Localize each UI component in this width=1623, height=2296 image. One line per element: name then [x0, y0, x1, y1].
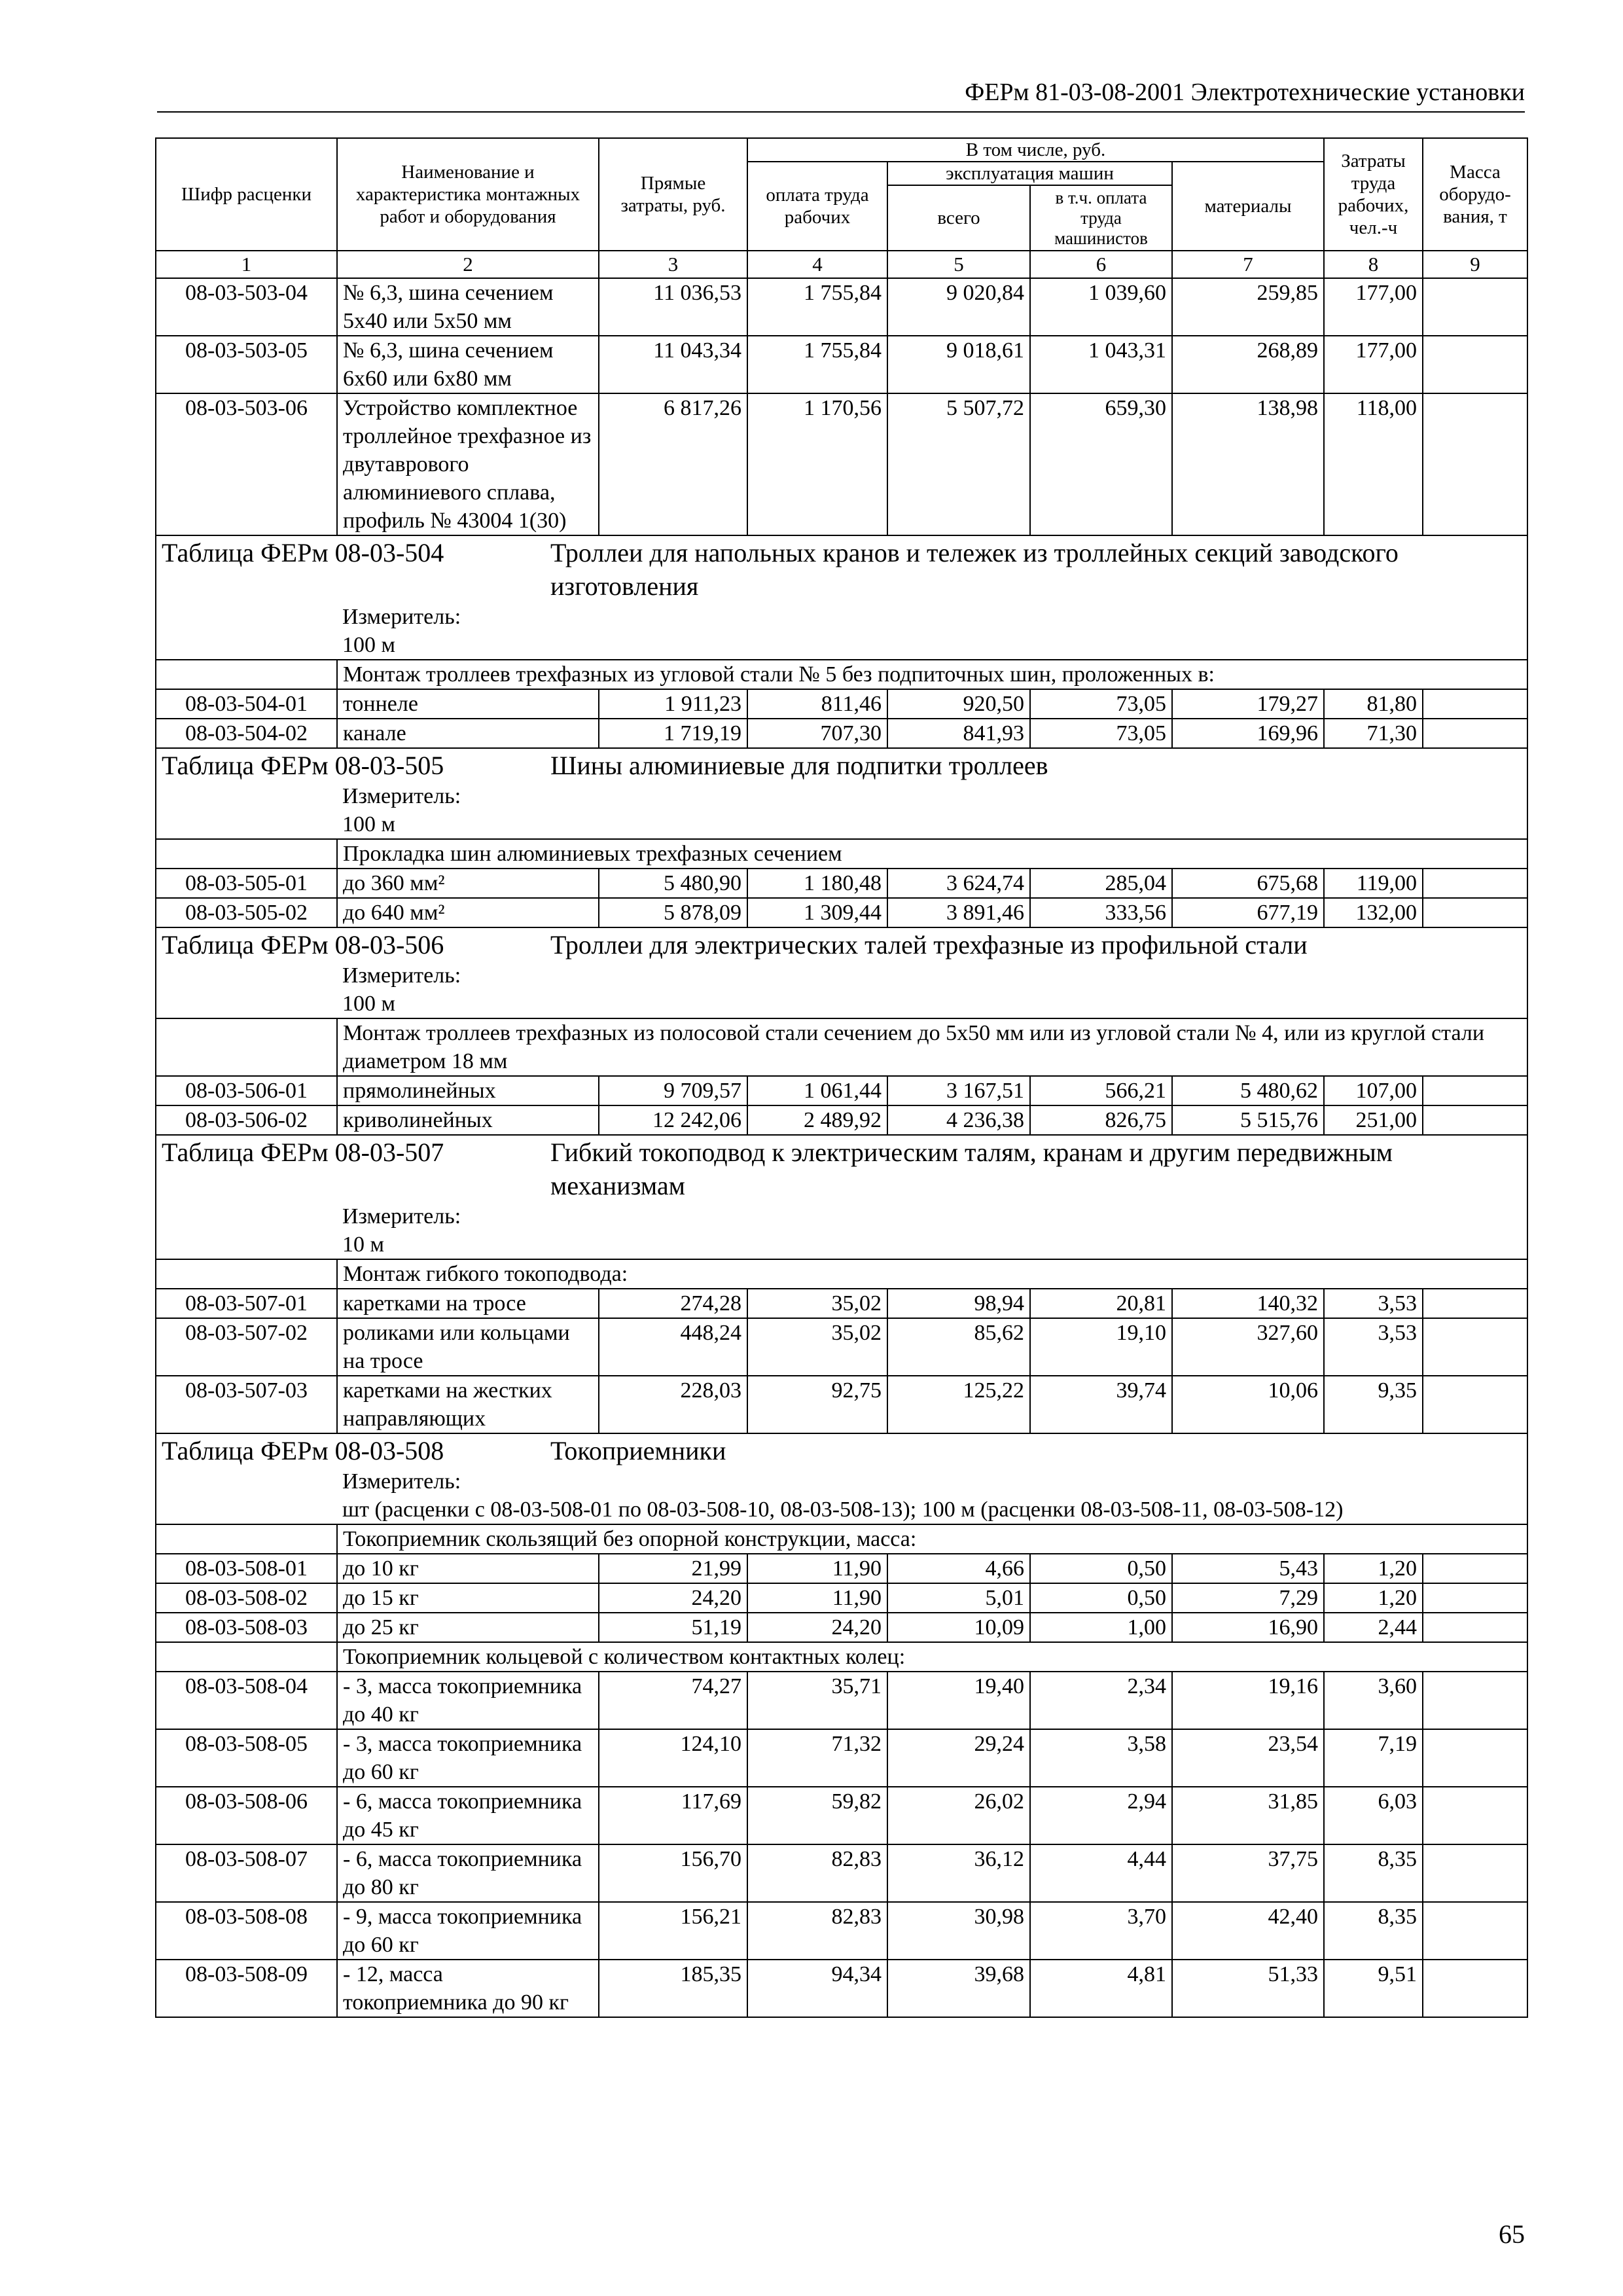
measure-value: 100 м: [342, 992, 396, 1016]
col-number: 4: [747, 251, 887, 278]
col-number: 7: [1172, 251, 1324, 278]
table-title-row: [156, 1135, 1527, 1202]
direct-cost-cell: 156,21: [599, 1902, 747, 1960]
operators-cost-cell: 333,56: [1030, 898, 1172, 927]
operators-cost-cell: 3,58: [1030, 1729, 1172, 1787]
machines-total-cell: 19,40: [887, 1672, 1030, 1729]
machines-total-cell: 4 236,38: [887, 1105, 1030, 1135]
equipment-mass-cell: [1423, 1960, 1527, 2017]
table-row: [156, 1289, 1527, 1318]
equipment-mass-cell: [1423, 719, 1527, 748]
labor-cost-cell: 92,75: [747, 1376, 887, 1433]
equipment-mass-cell: [1423, 278, 1527, 336]
operators-cost-cell: 285,04: [1030, 869, 1172, 898]
equipment-mass-cell: [1423, 1613, 1527, 1642]
machines-total-cell: 920,50: [887, 689, 1030, 719]
subheading-row: [156, 1018, 1527, 1076]
table-row: [156, 1729, 1527, 1787]
table-row: [156, 1844, 1527, 1902]
materials-cost-cell: 37,75: [1172, 1844, 1324, 1902]
machines-total-cell: 85,62: [887, 1318, 1030, 1376]
table-row: [156, 1376, 1527, 1433]
table-title-row: [156, 927, 1527, 961]
col-labor: оплата труда рабочих: [747, 162, 887, 251]
measure-row: [156, 1202, 1527, 1259]
operators-cost-cell: 73,05: [1030, 719, 1172, 748]
measure-row: [156, 961, 1527, 1018]
work-name-cell: до 360 мм²: [337, 869, 599, 898]
labor-hours-cell: 2,44: [1324, 1613, 1423, 1642]
machines-total-cell: 3 624,74: [887, 869, 1030, 898]
equipment-mass-cell: [1423, 1318, 1527, 1376]
labor-cost-cell: 11,90: [747, 1583, 887, 1613]
labor-cost-cell: 1 061,44: [747, 1076, 887, 1105]
labor-cost-cell: 35,02: [747, 1289, 887, 1318]
materials-cost-cell: 5 480,62: [1172, 1076, 1324, 1105]
rate-code-cell: 08-03-508-01: [156, 1554, 337, 1583]
operators-cost-cell: 1 043,31: [1030, 336, 1172, 393]
table-title: Троллеи для напольных кранов и тележек из троллейных секций заводского изготовления: [550, 538, 1399, 601]
work-name-cell: криволинейных: [337, 1105, 599, 1135]
measure-value: 100 м: [342, 812, 396, 836]
rates-table: [155, 137, 1528, 2018]
table-title: Троллеи для электрических талей трехфазные из профильной стали: [550, 930, 1308, 960]
table-title: Гибкий токоподвод к электрическим талям, кранам и другим передвижным механизмам: [550, 1138, 1393, 1200]
rate-code-cell: 08-03-508-07: [156, 1844, 337, 1902]
table-row: [156, 1902, 1527, 1960]
subheading-row: [156, 1524, 1527, 1554]
table-row: [156, 336, 1527, 393]
materials-cost-cell: 7,29: [1172, 1583, 1324, 1613]
direct-cost-cell: 156,70: [599, 1844, 747, 1902]
materials-cost-cell: 268,89: [1172, 336, 1324, 393]
col-operators: в т.ч. оплата труда машинистов: [1030, 185, 1172, 251]
col-direct: Прямые затраты, руб.: [599, 138, 747, 251]
machines-total-cell: 4,66: [887, 1554, 1030, 1583]
labor-hours-cell: 3,53: [1324, 1318, 1423, 1376]
direct-cost-cell: 51,19: [599, 1613, 747, 1642]
operators-cost-cell: 73,05: [1030, 689, 1172, 719]
table-row: [156, 1960, 1527, 2017]
table-body: [156, 278, 1527, 2017]
materials-cost-cell: 675,68: [1172, 869, 1324, 898]
machines-total-cell: 841,93: [887, 719, 1030, 748]
rate-code-cell: 08-03-506-01: [156, 1076, 337, 1105]
rate-code-cell: 08-03-508-09: [156, 1960, 337, 2017]
labor-hours-cell: 1,20: [1324, 1583, 1423, 1613]
measure-label: Измеритель:: [342, 784, 461, 808]
labor-cost-cell: 1 755,84: [747, 336, 887, 393]
materials-cost-cell: 19,16: [1172, 1672, 1324, 1729]
table-row: [156, 1318, 1527, 1376]
operators-cost-cell: 20,81: [1030, 1289, 1172, 1318]
labor-cost-cell: 35,02: [747, 1318, 887, 1376]
labor-cost-cell: 707,30: [747, 719, 887, 748]
direct-cost-cell: 12 242,06: [599, 1105, 747, 1135]
subheading: Токоприемник кольцевой с количеством контактных колец:: [337, 1642, 1527, 1672]
labor-hours-cell: 177,00: [1324, 278, 1423, 336]
labor-hours-cell: 81,80: [1324, 689, 1423, 719]
table-header: [156, 138, 1527, 278]
equipment-mass-cell: [1423, 1902, 1527, 1960]
measure-label: Измеритель:: [342, 963, 461, 988]
operators-cost-cell: 1,00: [1030, 1613, 1172, 1642]
rate-code-cell: 08-03-508-02: [156, 1583, 337, 1613]
labor-hours-cell: 119,00: [1324, 869, 1423, 898]
col-number: 2: [337, 251, 599, 278]
labor-cost-cell: 71,32: [747, 1729, 887, 1787]
work-name-cell: - 3, масса токоприемника до 40 кг: [337, 1672, 599, 1729]
work-name-cell: - 9, масса токоприемника до 60 кг: [337, 1902, 599, 1960]
direct-cost-cell: 448,24: [599, 1318, 747, 1376]
table-row: [156, 393, 1527, 535]
labor-cost-cell: 1 180,48: [747, 869, 887, 898]
col-number: 1: [156, 251, 337, 278]
operators-cost-cell: 659,30: [1030, 393, 1172, 535]
work-name-cell: до 15 кг: [337, 1583, 599, 1613]
labor-hours-cell: 107,00: [1324, 1076, 1423, 1105]
materials-cost-cell: 16,90: [1172, 1613, 1324, 1642]
labor-hours-cell: 132,00: [1324, 898, 1423, 927]
subheading: Монтаж гибкого токоподвода:: [337, 1259, 1527, 1289]
work-name-cell: № 6,3, шина сечением 6х60 или 6х80 мм: [337, 336, 599, 393]
labor-cost-cell: 1 755,84: [747, 278, 887, 336]
equipment-mass-cell: [1423, 1554, 1527, 1583]
table-row: [156, 1613, 1527, 1642]
labor-cost-cell: 2 489,92: [747, 1105, 887, 1135]
labor-hours-cell: 9,51: [1324, 1960, 1423, 2017]
materials-cost-cell: 31,85: [1172, 1787, 1324, 1844]
col-mass: Масса оборудо- вания, т: [1423, 138, 1527, 251]
labor-cost-cell: 82,83: [747, 1902, 887, 1960]
equipment-mass-cell: [1423, 393, 1527, 535]
equipment-mass-cell: [1423, 1076, 1527, 1105]
equipment-mass-cell: [1423, 1787, 1527, 1844]
equipment-mass-cell: [1423, 898, 1527, 927]
measure-row: [156, 603, 1527, 660]
work-name-cell: каретками на жестких направляющих: [337, 1376, 599, 1433]
work-name-cell: тоннеле: [337, 689, 599, 719]
equipment-mass-cell: [1423, 1105, 1527, 1135]
work-name-cell: - 6, масса токоприемника до 80 кг: [337, 1844, 599, 1902]
rate-code-cell: 08-03-505-02: [156, 898, 337, 927]
measure-label: Измеритель:: [342, 1204, 461, 1229]
labor-cost-cell: 1 170,56: [747, 393, 887, 535]
labor-hours-cell: 1,20: [1324, 1554, 1423, 1583]
table-row: [156, 1672, 1527, 1729]
rate-code-cell: 08-03-504-02: [156, 719, 337, 748]
work-name-cell: каретками на тросе: [337, 1289, 599, 1318]
labor-hours-cell: 3,60: [1324, 1672, 1423, 1729]
machines-total-cell: 10,09: [887, 1613, 1030, 1642]
col-number: 9: [1423, 251, 1527, 278]
labor-cost-cell: 35,71: [747, 1672, 887, 1729]
labor-cost-cell: 811,46: [747, 689, 887, 719]
subheading-row: [156, 660, 1527, 689]
machines-total-cell: 26,02: [887, 1787, 1030, 1844]
machines-total-cell: 5 507,72: [887, 393, 1030, 535]
table-row: [156, 278, 1527, 336]
direct-cost-cell: 274,28: [599, 1289, 747, 1318]
col-number: 8: [1324, 251, 1423, 278]
work-name-cell: - 12, масса токоприемника до 90 кг: [337, 1960, 599, 2017]
labor-hours-cell: 8,35: [1324, 1844, 1423, 1902]
materials-cost-cell: 140,32: [1172, 1289, 1324, 1318]
table-row: [156, 869, 1527, 898]
rate-code-cell: 08-03-506-02: [156, 1105, 337, 1135]
equipment-mass-cell: [1423, 1844, 1527, 1902]
operators-cost-cell: 2,34: [1030, 1672, 1172, 1729]
col-total: всего: [887, 185, 1030, 251]
labor-hours-cell: 8,35: [1324, 1902, 1423, 1960]
col-number: 5: [887, 251, 1030, 278]
labor-cost-cell: 82,83: [747, 1844, 887, 1902]
rate-code-cell: 08-03-508-05: [156, 1729, 337, 1787]
table-row: [156, 689, 1527, 719]
work-name-cell: Устройство комплектное троллейное трехфазное из двутаврового алюминиевого сплава, профиль № 43004 1(30): [337, 393, 599, 535]
labor-cost-cell: 11,90: [747, 1554, 887, 1583]
materials-cost-cell: 259,85: [1172, 278, 1324, 336]
work-name-cell: канале: [337, 719, 599, 748]
direct-cost-cell: 185,35: [599, 1960, 747, 2017]
measure-row: [156, 782, 1527, 839]
direct-cost-cell: 9 709,57: [599, 1076, 747, 1105]
materials-cost-cell: 42,40: [1172, 1902, 1324, 1960]
labor-hours-cell: 7,19: [1324, 1729, 1423, 1787]
labor-hours-cell: 6,03: [1324, 1787, 1423, 1844]
rate-code-cell: 08-03-507-01: [156, 1289, 337, 1318]
work-name-cell: - 6, масса токоприемника до 45 кг: [337, 1787, 599, 1844]
work-name-cell: прямолинейных: [337, 1076, 599, 1105]
operators-cost-cell: 4,44: [1030, 1844, 1172, 1902]
col-incl: В том числе, руб.: [747, 138, 1324, 162]
materials-cost-cell: 23,54: [1172, 1729, 1324, 1787]
materials-cost-cell: 179,27: [1172, 689, 1324, 719]
materials-cost-cell: 51,33: [1172, 1960, 1324, 2017]
labor-cost-cell: 1 309,44: [747, 898, 887, 927]
table-title-row: [156, 1433, 1527, 1467]
labor-hours-cell: 118,00: [1324, 393, 1423, 535]
operators-cost-cell: 3,70: [1030, 1902, 1172, 1960]
col-materials: материалы: [1172, 162, 1324, 251]
table-row: [156, 898, 1527, 927]
equipment-mass-cell: [1423, 336, 1527, 393]
equipment-mass-cell: [1423, 689, 1527, 719]
equipment-mass-cell: [1423, 1289, 1527, 1318]
subheading: Монтаж троллеев трехфазных из полосовой стали сечением до 5х50 мм или из угловой стали № 4, или из круглой стали диаметром 18 мм: [337, 1018, 1527, 1076]
measure-value: шт (расценки с 08-03-508-01 по 08-03-508-10, 08-03-508-13); 100 м (расценки 08-03-508-11, 08-03-508-12): [342, 1498, 1344, 1522]
machines-total-cell: 3 167,51: [887, 1076, 1030, 1105]
direct-cost-cell: 11 043,34: [599, 336, 747, 393]
table-title: Шины алюминиевые для подпитки троллеев: [550, 751, 1048, 780]
equipment-mass-cell: [1423, 1583, 1527, 1613]
labor-cost-cell: 59,82: [747, 1787, 887, 1844]
operators-cost-cell: 39,74: [1030, 1376, 1172, 1433]
equipment-mass-cell: [1423, 869, 1527, 898]
table-row: [156, 1554, 1527, 1583]
work-name-cell: - 3, масса токоприемника до 60 кг: [337, 1729, 599, 1787]
col-number: 3: [599, 251, 747, 278]
table-number: Таблица ФЕРм 08-03-507: [162, 1138, 444, 1167]
operators-cost-cell: 1 039,60: [1030, 278, 1172, 336]
table-number: Таблица ФЕРм 08-03-508: [162, 1436, 444, 1465]
work-name-cell: до 10 кг: [337, 1554, 599, 1583]
measure-value: 10 м: [342, 1232, 385, 1257]
measure-label: Измеритель:: [342, 605, 461, 629]
direct-cost-cell: 1 911,23: [599, 689, 747, 719]
direct-cost-cell: 228,03: [599, 1376, 747, 1433]
materials-cost-cell: 5,43: [1172, 1554, 1324, 1583]
machines-total-cell: 5,01: [887, 1583, 1030, 1613]
subheading-row: [156, 1642, 1527, 1672]
machines-total-cell: 36,12: [887, 1844, 1030, 1902]
machines-total-cell: 125,22: [887, 1376, 1030, 1433]
subheading: Монтаж троллеев трехфазных из угловой стали № 5 без подпиточных шин, проложенных в:: [337, 660, 1527, 689]
col-machines: эксплуатация машин: [887, 162, 1172, 185]
page-number: 65: [1499, 2219, 1525, 2249]
direct-cost-cell: 11 036,53: [599, 278, 747, 336]
work-name-cell: № 6,3, шина сечением 5х40 или 5х50 мм: [337, 278, 599, 336]
measure-value: 100 м: [342, 633, 396, 657]
operators-cost-cell: 566,21: [1030, 1076, 1172, 1105]
labor-cost-cell: 24,20: [747, 1613, 887, 1642]
direct-cost-cell: 1 719,19: [599, 719, 747, 748]
labor-cost-cell: 94,34: [747, 1960, 887, 2017]
table-number: Таблица ФЕРм 08-03-505: [162, 751, 444, 780]
rate-code-cell: 08-03-503-04: [156, 278, 337, 336]
direct-cost-cell: 117,69: [599, 1787, 747, 1844]
operators-cost-cell: 826,75: [1030, 1105, 1172, 1135]
rate-code-cell: 08-03-508-08: [156, 1902, 337, 1960]
materials-cost-cell: 327,60: [1172, 1318, 1324, 1376]
page-header: ФЕРм 81-03-08-2001 Электротехнические установки: [157, 73, 1525, 113]
rate-code-cell: 08-03-505-01: [156, 869, 337, 898]
materials-cost-cell: 138,98: [1172, 393, 1324, 535]
table-row: [156, 1583, 1527, 1613]
direct-cost-cell: 21,99: [599, 1554, 747, 1583]
materials-cost-cell: 5 515,76: [1172, 1105, 1324, 1135]
work-name-cell: до 640 мм²: [337, 898, 599, 927]
labor-hours-cell: 251,00: [1324, 1105, 1423, 1135]
operators-cost-cell: 0,50: [1030, 1554, 1172, 1583]
machines-total-cell: 9 020,84: [887, 278, 1030, 336]
measure-row: [156, 1467, 1527, 1524]
materials-cost-cell: 677,19: [1172, 898, 1324, 927]
materials-cost-cell: 169,96: [1172, 719, 1324, 748]
operators-cost-cell: 4,81: [1030, 1960, 1172, 2017]
subheading-row: [156, 839, 1527, 869]
table-row: [156, 1076, 1527, 1105]
rate-code-cell: 08-03-508-03: [156, 1613, 337, 1642]
machines-total-cell: 98,94: [887, 1289, 1030, 1318]
machines-total-cell: 9 018,61: [887, 336, 1030, 393]
table-title-row: [156, 748, 1527, 782]
table-row: [156, 1105, 1527, 1135]
machines-total-cell: 30,98: [887, 1902, 1030, 1960]
direct-cost-cell: 124,10: [599, 1729, 747, 1787]
table-row: [156, 1787, 1527, 1844]
machines-total-cell: 3 891,46: [887, 898, 1030, 927]
labor-hours-cell: 177,00: [1324, 336, 1423, 393]
col-hours: Затраты труда рабочих, чел.-ч: [1324, 138, 1423, 251]
rate-code-cell: 08-03-507-03: [156, 1376, 337, 1433]
machines-total-cell: 29,24: [887, 1729, 1030, 1787]
equipment-mass-cell: [1423, 1672, 1527, 1729]
equipment-mass-cell: [1423, 1729, 1527, 1787]
direct-cost-cell: 5 878,09: [599, 898, 747, 927]
table-title: Токоприемники: [550, 1436, 726, 1465]
table-title-row: [156, 535, 1527, 603]
work-name-cell: до 25 кг: [337, 1613, 599, 1642]
table-row: [156, 719, 1527, 748]
subheading: Прокладка шин алюминиевых трехфазных сечением: [337, 839, 1527, 869]
col-name: Наименование и характеристика монтажных работ и оборудования: [337, 138, 599, 251]
work-name-cell: роликами или кольцами на тросе: [337, 1318, 599, 1376]
subheading: Токоприемник скользящий без опорной конструкции, масса:: [337, 1524, 1527, 1554]
direct-cost-cell: 6 817,26: [599, 393, 747, 535]
table-number: Таблица ФЕРм 08-03-504: [162, 538, 444, 567]
subheading-row: [156, 1259, 1527, 1289]
operators-cost-cell: 2,94: [1030, 1787, 1172, 1844]
direct-cost-cell: 5 480,90: [599, 869, 747, 898]
table-number: Таблица ФЕРм 08-03-506: [162, 930, 444, 960]
rate-code-cell: 08-03-507-02: [156, 1318, 337, 1376]
operators-cost-cell: 0,50: [1030, 1583, 1172, 1613]
operators-cost-cell: 19,10: [1030, 1318, 1172, 1376]
col-number: 6: [1030, 251, 1172, 278]
machines-total-cell: 39,68: [887, 1960, 1030, 2017]
direct-cost-cell: 24,20: [599, 1583, 747, 1613]
materials-cost-cell: 10,06: [1172, 1376, 1324, 1433]
rate-code-cell: 08-03-508-06: [156, 1787, 337, 1844]
rate-code-cell: 08-03-503-06: [156, 393, 337, 535]
direct-cost-cell: 74,27: [599, 1672, 747, 1729]
rate-code-cell: 08-03-503-05: [156, 336, 337, 393]
rate-code-cell: 08-03-508-04: [156, 1672, 337, 1729]
measure-label: Измеритель:: [342, 1469, 461, 1494]
labor-hours-cell: 3,53: [1324, 1289, 1423, 1318]
labor-hours-cell: 9,35: [1324, 1376, 1423, 1433]
rate-code-cell: 08-03-504-01: [156, 689, 337, 719]
column-numbers: [156, 251, 1527, 278]
equipment-mass-cell: [1423, 1376, 1527, 1433]
labor-hours-cell: 71,30: [1324, 719, 1423, 748]
col-code: Шифр расценки: [156, 138, 337, 251]
